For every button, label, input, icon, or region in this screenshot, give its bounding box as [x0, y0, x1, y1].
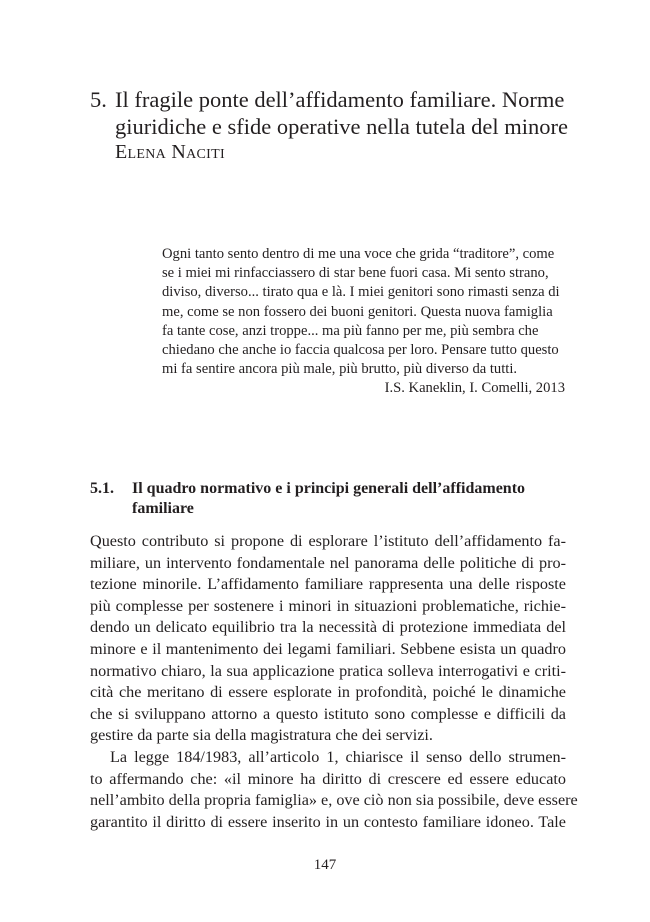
epigraph [162, 245, 565, 399]
section-heading [90, 479, 570, 519]
chapter-title-text-1: Il fragile ponte dell’affidamento familiare. Norme [115, 87, 565, 112]
epigraph-line: fa tante cose, anzi troppe... ma più fanno per me, più sembra che [162, 322, 539, 339]
body-line: tezione minorile. L’affidamento familiare rappresenta una delle risposte [90, 575, 566, 594]
epigraph-line: me, come se non fossero dei buoni genitori. Questa nuova famiglia [162, 303, 553, 320]
body-line: gestire da parte sia della magistratura che dei servizi. [90, 726, 433, 745]
body-line: Questo contributo si propone di esplorare l’istituto dell’affidamento fa- [90, 532, 566, 550]
body-line: più complesse per sostenere i minori in situazioni problematiche, richie- [90, 596, 566, 615]
epigraph-line: se i miei mi rinfacciassero di star bene fuori casa. Mi sento strano, [162, 265, 549, 282]
chapter-title-line-2: giuridiche e sfide operative nella tutela del minore [115, 114, 568, 139]
body-line: dendo un delicato equilibrio tra la necessità di protezione immediata del [90, 618, 566, 637]
body-line: La legge 184/1983, all’articolo 1, chiarisce il senso dello strumen- [110, 747, 566, 766]
epigraph-line: Ogni tanto sento dentro di me una voce che grida “traditore”, come [162, 246, 555, 262]
body-line: minore e il mantenimento dei legami familiari. Sebbene esista un quadro [90, 639, 566, 658]
body-line: garantito il diritto di essere inserito in un contesto familiare idoneo. Tale [90, 812, 566, 831]
chapter-author: Elena Naciti [115, 141, 225, 163]
chapter-heading [90, 86, 580, 164]
section-title-line-2: familiare [132, 500, 194, 517]
body-line: nell’ambito della propria famiglia» e, ove ciò non sia possibile, deve essere [90, 791, 578, 810]
epigraph-line: mi fa sentire ancora più male, più brutto, più diverso da tutti. [162, 361, 518, 378]
epigraph-line: chiedano che anche io faccia qualcosa per loro. Pensare tutto questo [162, 342, 559, 359]
body-text [90, 531, 578, 833]
chapter-title-line-1 [90, 86, 580, 113]
body-line: to affermando che: «il minore ha diritto di crescere ed essere educato [90, 769, 566, 788]
body-line: che si sviluppano attorno a questo istituto sono complesse e difficili da [90, 704, 566, 723]
chapter-number: 5. [90, 87, 107, 112]
body-line: normativo chiaro, la sua applicazione pratica solleva interrogativi e criti- [90, 661, 566, 680]
page-number: 147 [313, 857, 337, 873]
section-title-line-1: Il quadro normativo e i principi generali dell’affidamento [132, 480, 526, 497]
section-number: 5.1. [90, 480, 114, 497]
body-line: cità che meritano di essere esplorate in profondità, poiché le dinamiche [90, 683, 566, 702]
body-line: miliare, un intervento fondamentale nel panorama delle politiche di pro- [90, 553, 566, 572]
epigraph-line: diviso, diverso... tirato qua e là. I miei genitori sono rimasti senza di [162, 284, 560, 301]
epigraph-source: I.S. Kaneklin, I. Comelli, 2013 [384, 380, 565, 397]
